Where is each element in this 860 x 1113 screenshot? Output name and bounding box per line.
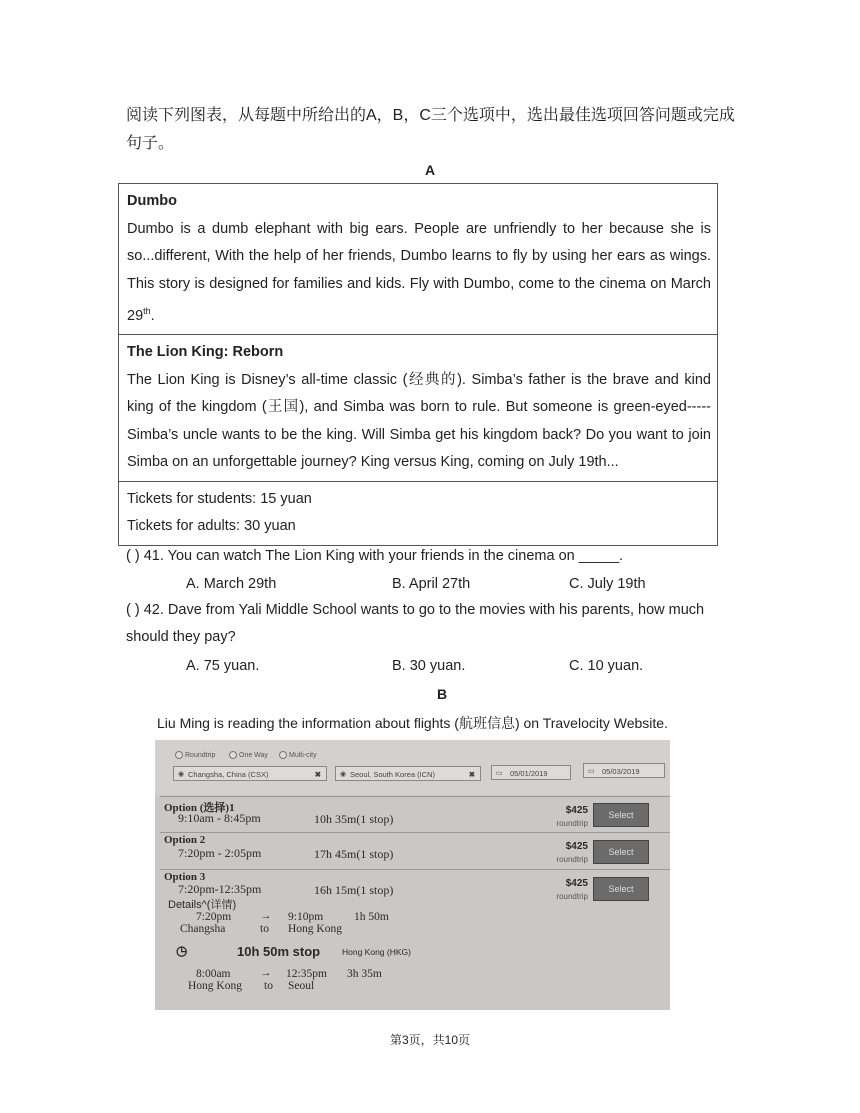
clock-icon: ◷: [176, 943, 188, 958]
depart-date-field[interactable]: ▭ 05/01/2019: [491, 765, 571, 780]
leg2-to-word: to: [264, 980, 273, 992]
lion-king-cell: [119, 335, 718, 482]
dumbo-title: Dumbo: [127, 193, 177, 209]
leg2-arrive: 12:35pm: [286, 968, 327, 980]
return-date-field[interactable]: ▭ 05/03/2019: [583, 763, 665, 778]
stop-duration: 10h 50m stop: [237, 944, 321, 959]
ad-table: [118, 183, 718, 546]
option-duration: 16h 15m(1 stop): [314, 883, 394, 897]
flight-option-2: [160, 832, 670, 869]
leg1-to: Hong Kong: [288, 923, 342, 935]
option-time: 7:20pm - 2:05pm: [178, 846, 262, 860]
leg1-duration: 1h 50m: [354, 911, 389, 923]
dumbo-text: Dumbo is a dumb elephant with big ears. People are unfriendly to her because she is so...different, With the help of her friends, Dumbo learns to fly by using her ears as wings. This story is designed for families and kids. Fly with Dumbo, come to the cinema on March 29th.: [127, 220, 711, 324]
question-42: ( ) 42. Dave from Yali Middle School wants to go to the movies with his parents, how much should they pay?: [126, 602, 705, 645]
leg2-from: Hong Kong: [188, 980, 242, 992]
clear-icon[interactable]: ✖: [468, 770, 475, 779]
from-field[interactable]: ◉ Changsha, China (CSX) ✖: [173, 766, 327, 781]
q42-option-c: C. 10 yuan.: [569, 658, 644, 674]
radio-one-way[interactable]: One Way: [229, 751, 268, 759]
tickets-students: Tickets for students: 15 yuan: [127, 490, 312, 507]
details-toggle[interactable]: Details^(详情): [168, 899, 237, 911]
section-b-label: B: [436, 686, 448, 702]
tickets-adults: Tickets for adults: 30 yuan: [127, 518, 296, 535]
arrow-right-icon: →: [260, 967, 272, 979]
radio-roundtrip[interactable]: Roundtrip: [175, 751, 215, 759]
location-pin-icon: ◉: [178, 771, 185, 778]
option-time: 7:20pm-12:35pm: [178, 882, 262, 896]
option-price: $425: [565, 841, 588, 852]
leg2-depart: 8:00am: [196, 968, 231, 980]
section-a-label: A: [424, 162, 436, 178]
option-duration: 17h 45m(1 stop): [314, 847, 394, 861]
flight-search-photo: [155, 740, 670, 1010]
option-trip-type: roundtrip: [556, 892, 588, 901]
option-trip-type: roundtrip: [556, 855, 588, 864]
option-title: Option 2: [164, 834, 206, 846]
q42-option-a: A. 75 yuan.: [186, 658, 260, 674]
q42-option-b: B. 30 yuan.: [392, 658, 466, 674]
leg1-to-word: to: [260, 923, 269, 935]
option-price: $425: [565, 878, 588, 889]
question-41: ( ) 41. You can watch The Lion King with your friends in the cinema on _____.: [126, 548, 624, 564]
option-trip-type: roundtrip: [556, 819, 588, 828]
calendar-icon: ▭: [496, 770, 503, 777]
clear-icon[interactable]: ✖: [314, 770, 321, 779]
option-duration: 10h 35m(1 stop): [314, 812, 394, 826]
leg1-from: Changsha: [180, 923, 226, 935]
arrow-right-icon: →: [260, 910, 272, 922]
select-button[interactable]: Select: [593, 803, 649, 827]
location-pin-icon: ◉: [340, 771, 347, 778]
dumbo-cell: [119, 184, 718, 335]
to-field[interactable]: ◉ Seoul, South Korea (ICN) ✖: [335, 766, 481, 781]
lion-king-title: The Lion King: Reborn: [127, 344, 284, 361]
page-footer: 第3页，共10页: [389, 1033, 471, 1047]
leg2-to: Seoul: [288, 980, 315, 992]
radio-multi-city[interactable]: Multi-city: [279, 751, 317, 759]
calendar-icon: ▭: [588, 768, 595, 775]
leg1-arrive: 9:10pm: [288, 911, 324, 923]
leg2-duration: 3h 35m: [347, 968, 382, 980]
flight-option-1: [160, 796, 670, 831]
instructions: 阅读下列图表，从每题中所给出的A，B，C三个选项中，选出最佳选项回答问题或完成句子。: [126, 107, 735, 152]
select-button[interactable]: Select: [593, 877, 649, 901]
section-b-intro: Liu Ming is reading the information about flights (航班信息) on Travelocity Website.: [157, 715, 668, 731]
tickets-cell: [119, 481, 718, 545]
option-title: Option 3: [164, 871, 206, 883]
option-time: 9:10am - 8:45pm: [178, 811, 261, 825]
option-title: Option (选择)1: [164, 802, 235, 814]
stop-place: Hong Kong (HKG): [342, 947, 411, 957]
q41-option-a: A. March 29th: [186, 576, 277, 592]
flight-option-3: [160, 869, 670, 1010]
lion-king-text: The Lion King is Disney’s all-time classic (经典的). Simba’s father is the brave and kind king of the kingdom (王国), and Simba was born to rule. But someone is green-eyed-----Simba’s uncle wants to be the king. Will Simba get his kingdom back? Do you want to join Simba on an unforgettable journey? King versus King, coming on July 19th...: [127, 371, 711, 471]
q41-option-c: C. July 19th: [569, 576, 646, 592]
select-button[interactable]: Select: [593, 840, 649, 864]
q41-option-b: B. April 27th: [392, 576, 471, 592]
option-price: $425: [565, 805, 588, 816]
leg1-depart: 7:20pm: [196, 911, 232, 923]
